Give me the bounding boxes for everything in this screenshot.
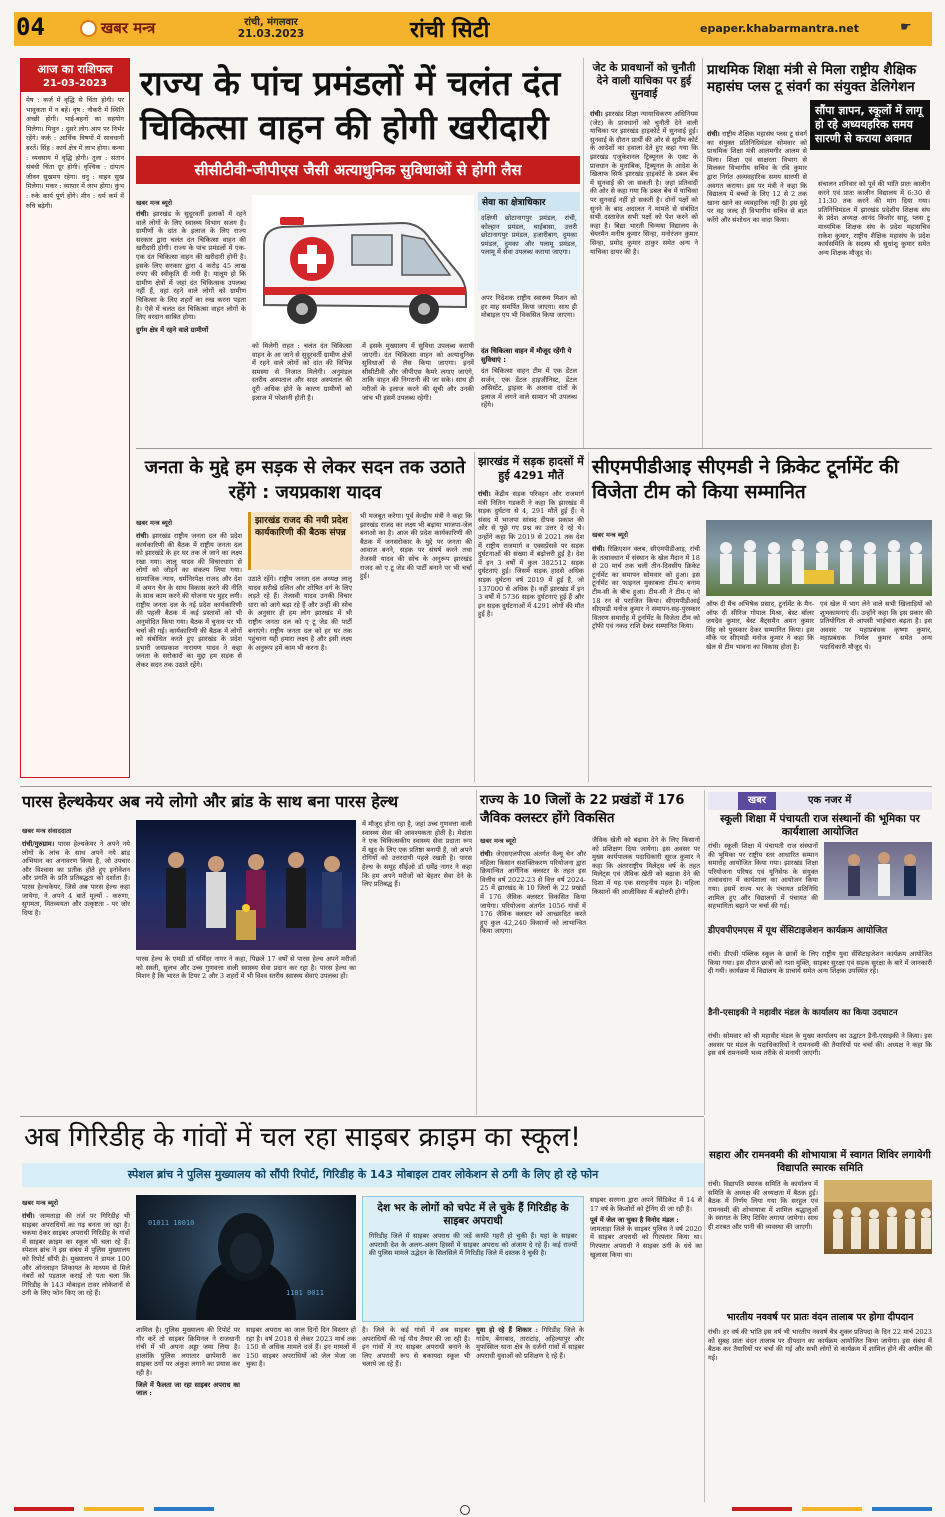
jaiprakash-body2 [248, 575, 352, 782]
cyber-text: जामताड़ा की तर्ज पर गिरिडीह भी साइबर अपराधियों का गढ़ बनता जा रहा है। चकमा देकर साइबर अपराधी गिरिडीह के गांवों में साइबर क्राइम का स्कूल भी चला रहे हैं। स्पेशल ब्रांच ने इस संबंध में पुलिस मुख्यालय को रिपोर्ट सौंपी है। मुख्यालय ने डायल 100 और ऑनलाइन शिकायत के माध्यम से मिले नंबरों को पड़ताल कराई तो पता चला कि गिरिडीह के 143 मोबाइल टावर लोकेशनों से ठगी के लिए फोन किए जा रहे हैं। [22, 1212, 130, 1298]
right-t4b [824, 1258, 932, 1308]
lead-subhead: सीसीटीवी-जीपीएस जैसी अत्याधुनिक सुविधाओं से होगी लैस [136, 156, 580, 184]
dental-van-illustration [252, 195, 474, 340]
prathmik-text: राष्ट्रीय शैक्षिक महासंघ प्लस टू संवर्ग का संयुक्त प्रतिनिधिमंडल सोमवार को प्राथमिक शिक्षा मंत्री आलमगीर आलम से मिला। शिक्षा एवं साक्षरता विभाग से मिलकर विभागीय सचिव के रवि कुमार द्वारा निर्गत अव्यवहारिक समय सारणी से अवगत कराया। इस पर मंत्री ने कहा कि विद्यालय में बच्चों के लिए 12 से 2 तक खाना खाने का व्यवहारिक नहीं है। इस मुद्दे पर वह जल्द ही विभागीय सचिव से बात करेंगे और संशोधन का वादा किया। [707, 130, 807, 224]
cricket-body2 [706, 600, 814, 783]
paras-byline: खबर मन्त्र संवाददाता [22, 827, 72, 835]
paras-body1 [22, 840, 130, 1110]
ek-najar-photo-figures [824, 842, 932, 900]
paras-body2 [136, 955, 356, 1110]
ek-najar-photo [824, 842, 932, 900]
lead-byline: खबर मन्त्र ब्यूरो [136, 199, 173, 207]
jaiprakash-text3: उठाते रहेंगे। राष्ट्रीय जनता दल अध्यक्ष लालू यादव सरीखे दलित और शोषित वर्ग के लिए लड़ते रहे हैं। तेजस्वी यादव उनकी विचार धारा को आगे बढ़ा रहे हैं और उन्हीं की सोच के अनुसार ही हम लोग झारखंड में भी राष्ट्रीय जनता दल को ए टू जेड की पार्टी बनाएंगे। राष्ट्रीय जनता दल को हर घर तक पहुंचाना यही हमारा लक्ष्य है और इसी लक्ष्य के अनुरूप हमें काम भी करना है। [248, 575, 352, 652]
jaiprakash-body1 [136, 532, 242, 782]
brand-logo-icon [80, 20, 97, 37]
paras-text: पारस हेल्थकेयर ने अपने नये लोगो के लांच के साथ अपने नये ब्रांड अभियान का अनावरण किया है, जो उपचार और विश्वास का प्रतीक होते हुए इनोवेशन और प्रगति के प्रति प्रतिबद्धता को दर्शाता है। पारस हेल्थकेयर, जिसे अब पारस हेल्थ कहा जायेगा, ने अपने 4 बातें मूल्यों - करुणा, सुगमता, मितव्ययता और उत्कृष्टता - पर जोर दिया है। [22, 840, 130, 917]
cyber-text7: जामताड़ा जिले के साइबर पुलिस ने वर्ष 2020 में साइबर अपराधी को गिरफ्तार किया था। गिरफ्तार अपराधी ने साइबर ठगी के धंधे का खुलासा किया था। [590, 1224, 702, 1259]
cricket-dateline: रांची। [592, 545, 605, 553]
paras-text3: में मौजूद होना रहा है, जहां उच्च गुणवत्ता वाली स्वास्थ्य सेवा की आवश्यकता होती है। मेदांता ने एक चिकित्सकीय स्वास्थ्य सेवा प्रदाता रूप में खुद के लिए एक प्रतिष्ठा बनायी है, जो अपने रोगियों को उत्तरदायी पहले रखती है। पारस हेल्थ के समूह सीईओ डॉ धर्मेंद्र नागर ने कहा कि हम अपने मरीजों को बेहतर सेवा देने के लिए प्रतिबद्ध हैं। [362, 820, 472, 889]
cricket-team-figures [706, 520, 932, 596]
lead-text2: को मिलेगी राहत : चलंत दंत चिकित्सा वाहन के आ जाने से सुदूरवर्ती ग्रामीण क्षेत्रों में रहने वाले लोगों को दांत की विभिन्न समस्या से निजात मिलेगी। अनुमंडल स्तरीय अस्पताल और सदर अस्पताल की दूरी अधिक होने के कारण ग्रामीणों को इलाज में परेशानी होती है। [252, 342, 352, 402]
jet-dateline: रांची। [590, 110, 603, 118]
jaivik-body1 [480, 850, 586, 1112]
jaiprakash-dateline: रांची। [136, 532, 149, 540]
cricket-headline: सीएमपीडीआइ सीएमडी ने क्रिकेट टूर्नामेंट की विजेता टीम को किया सम्मानित [592, 456, 899, 503]
cyber-subhead3: युवा हो रहे हैं शिकार : [476, 1326, 538, 1334]
cyber-text4: है। जिले के कई गांवों में अब साइबर अपराधियों की नई पौध तैयार की जा रही है। इन गांवों में नए साइबर अपराधी बनाने के लिए अपराधी रूप से बकायदा स्कूल भी चलाये जा रहे हैं। [362, 1326, 470, 1369]
cyber-body4 [362, 1326, 470, 1502]
service-box-text2: अपर निदेशक राष्ट्रीय स्वास्थ्य मिशन को हर माह समर्पित किया जाएगा। साथ ही मोबाइल एप भी विकसित किया जाएगा। [481, 294, 577, 320]
cyber-text6: साइबर सरगना द्वारा अपने सिंडिकेट में 14 से 17 वर्ष के किशोरों को ट्रेनिंग दी जा रही है। [590, 1196, 702, 1213]
prathmik-body2 [818, 180, 930, 445]
cricket-photo [706, 520, 932, 596]
header-date: 21.03.2023 [237, 28, 305, 40]
accidents-body [478, 490, 584, 782]
jaiprakash-text: झारखंड राष्ट्रीय जनता दल की प्रदेश कार्यकारिणी की बैठक में राष्ट्रीय जनता दल को झारखंडे के हर घर तक ले जाने का लक्ष्य रखा गया। लालू यादव की विचारधारा से लोगों को जोड़ने का संकल्प लिया गया। सामाजिक न्याय, धर्मनिरपेक्ष राजद और देश में अमन चैन के साथ विकास करने की नीति के साथ काम करने की योजना पर मुहर लगी। [136, 532, 242, 601]
cricket-byline: खबर मन्त्र ब्यूरो [592, 531, 629, 539]
cyber-text2: शामिल है। पुलिस मुख्यालय की रिपोर्ट पर गौर करें तो साइबर क्रिमिनल ने राजधानी रांची में भी अपना अड्डा जमा लिया है। हालांकि पुलिस लगातार छापेमारी कर साइबर ठगों पर अंकुश लगाने का प्रयास कर रही है। [136, 1326, 240, 1377]
jet-headline: जेट के प्रावधानों को चुनौती देने वाली याचिका पर हुई सुनवाई [592, 62, 696, 100]
cyber-headline: अब गिरिडीह के गांवों में चल रहा साइबर क्राइम का स्कूल! [24, 1122, 581, 1153]
jaivik-dateline: रांची। [480, 850, 493, 858]
cyber-body3 [246, 1326, 356, 1502]
prathmik-text2: संचालन शनिवार को पूर्व की भांति प्रातः कालीन करने एवं प्रातः कालीन विद्यालय में 6:30 से 11:30 तक करने की मांग दिया गया। प्रतिनिधिमंडल में झारखंड प्रदेशीय शिक्षक संघ के प्रदेश अध्यक्ष आनंद किशोर साहू, प्लस टू माध्यमिक शिक्षक संघ के प्रदेश महासचिव राकेश कुमार, राष्ट्रीय शैक्षिक महासंघ के प्रदेश कार्यसमिति के सदस्य श्री सुधांशु कुमार समेत अन्य शिक्षक मौजूद थे। [818, 180, 930, 257]
samiti-photo [824, 1180, 932, 1254]
paras-dateline: रांची/गुरुग्राम। [22, 840, 55, 848]
cursor-hand-icon: ☛ [900, 20, 912, 35]
right-h5: भारतीय नववर्ष पर प्रातः वंदन तालाब पर होगा दीपदान [726, 1312, 914, 1323]
cyber-body2 [136, 1326, 240, 1502]
accidents-headline: झारखंड में सड़क हादसों में हुई 4291 मौतें [478, 455, 584, 482]
ek-najar-banner [708, 792, 932, 810]
cyber-body6 [590, 1196, 702, 1502]
jet-text: झारखंड शिक्षा न्यायाधिकरण अधिनियम (जेट) के प्रावधानों को चुनौती देने वाली याचिका पर झारखंड हाइकोर्ट में सुनवाई हुई। सुनवाई के दौरान प्रार्थी की ओर से सुप्रीम कोर्ट के आदेशों का हवाला देते हुए कहा गया कि झारखंड एजुकेशनल ट्रिब्यूनल के एक्ट के प्रावधान के मुताबिक, ट्रिब्यूनल के आदेश के खिलाफ सिर्फ झारखंड हाइकोर्ट के डबल बेंच में सुनवाई की जा सकती है। जहां प्रतिवादी की ओर से कहा गया कि डबल बेंच में याचिका पर सुनवाई नहीं हो सकती है। दोनों पक्षों को सुनने के बाद अदालत ने मामले से संबंधित सभी दस्तावेज सभी पक्षों को पेश करने को कहा है। बिद्या भारती चिन्मया विद्यालय के चेयरमैन मनीष कुमार सिन्हा, मनोरंजन कुमार सिन्हा, प्रमोद कुमार ठाकुर समेत अन्य ने याचिका दायर की है। [590, 110, 698, 256]
jet-body [590, 110, 698, 445]
lead-dateline: रांची। [136, 210, 149, 218]
jaiprakash-box-title: झारखंड राजद की नयी प्रदेश कार्यकारिणी की बैठक संपन्न [255, 516, 348, 538]
prathmik-subhead: सौंपा ज्ञापन, स्कूलों में लागू हो रहे अध्ययहरिक समय सारणी से कराया अवगत [810, 100, 930, 150]
cyber-text3: साइबर अपराध का जाल दिनों दिन विस्तार हो रहा है। वर्ष 2018 से लेकर 2023 मार्च तक 150 से अधिक मामले दर्ज हैं। इन मामलों में 150 साइबर अपराधियों को जेल भेजा जा चुका है। [246, 1326, 356, 1369]
lead-body-col2 [252, 342, 352, 442]
cyber-text5: गिरिडीह जिले के गांडेय, बेंगाबाद, ताराटांड़, अहिल्यापुर और मुफस्सिल थाना क्षेत्र के दर्जनों गांवों में साइबर अपराधी युवाओं को प्रशिक्षण दे रहे हैं। [476, 1326, 584, 1360]
lead-text3: में इसके मुख्यालय में सुविधा उपलब्ध करायी जाएगी। दंत चिकित्सा वाहन को अत्याधुनिक सुविधाओं से लैस किया जाएगा। इनमें सीसीटीवी और जीपीएस कैमरे लगाए जाएंगे, ताकि वाहन की निगरानी की जा सके। साथ ही मरीजों के इलाज करने की सूची और उनकी जांच भी इसमें उपलब्ध रहेगी। [362, 342, 474, 402]
lead-subhead2: दुर्गम क्षेत्र में रहने वाले ग्रामीणों [136, 325, 209, 334]
rashifal-text: मेष : कर्ज में वृद्धि से चिंता होगी। पर भावुकता में न बहें। वृष : नौकरी में स्थिति अच्छी होगी। भाई-बहनों का सहयोग मिलेगा। मिथुन : दूसरे लोग आप पर निर्भर रहेंगे। कर्क : आर्थिक विषयों में सावधानी बरतें। सिंह : कार्य क्षेत्र में लाभ होगा। कन्या : व्यवसाय में वृद्धि होगी। तुला : संतान संबंधी चिंता दूर होगी। वृश्चिक : दांपत्य जीवन सुखमय रहेगा। धनु : वाहन सुख मिलेगा। मकर : व्यापार में लाभ होगा। कुंभ : रुके कार्य पूर्ण होंगे। मीन : धर्म कर्म में रुचि बढ़ेगी। [26, 96, 124, 210]
cricket-text: रिक्रिएशन क्लब, सीएमपीडीआइ, रांची के तत्वावधान में संस्थान के खेल मैदान में 18 से 20 मार्च तक चली तीन-दिवसीय क्रिकेट टूर्नामेंट का समापन सोमवार को हुआ। इस टूर्नामेंट का फाइनल मुकाबला टीम-ए बनाम टीम-सी के बीच हुआ। टीम-सी ने टीम-ए को 18 रन से पराजित किया। सीएमपीडीआई सीएमडी मनोज कुमार ने समापन-सह-पुरस्कार वितरण समारोह में टूर्नामेंट के विजेता टीम को ट्रॉफी एवं नकद राशि देकर सम्मानित किया। [592, 545, 700, 631]
jaivik-byline: खबर मन्त्र ब्यूरो [480, 837, 517, 845]
right-h4: सहारा और रामनवमी की शोभायात्रा में स्वागत शिविर लगायेगी विद्यापति स्मारक समिति [709, 1150, 931, 1174]
cricket-body1 [592, 545, 700, 783]
jaiprakash-byline: खबर मन्त्र ब्यूरो [136, 519, 173, 527]
page-number: 04 [16, 13, 45, 41]
jaivik-headline: राज्य के 10 जिलों के 22 प्रखंडों में 176 जैविक क्लस्टर होंगे विकसित [480, 793, 685, 826]
lead-text: झारखंड के सुदूरवर्ती इलाकों में रहने वाले लोगों के लिए स्वास्थ्य विभाग सजग है। ग्रामीणों के दांत के इलाज के लिए राज्य सरकार द्वारा चलंत दंत चिकित्सा वाहन की खरीदारी होगी। राज्य के पांच प्रमंडलों में एक-एक दंत चिकित्सा वाहन की खरीदारी होनी है। इसके लिए सरकार द्वारा 4 करोड़ 45 लाख रुपए की स्वीकृति दी गयी है। मालूम हो कि ग्रामीण क्षेत्रों में जहां दंत चिकित्सक उपलब्ध नहीं हैं, वहां रहने वाले लोगों को ग्रामीण चिकित्सा के लिए शहरों का रुख करना पड़ता है। ऐसे में चलंत दंत चिकित्सा वाहन लोगों के लिए वरदान साबित होगा। [136, 210, 246, 322]
ek-najar-h2: डीएवपीएमएस में यूथ सेंसिटाइजेशन कार्यक्रम आयोजित [708, 926, 888, 936]
jaivik-body2 [592, 836, 700, 1112]
service-box [478, 192, 580, 442]
rashifal-box [20, 58, 130, 778]
hacker-figure [136, 1195, 356, 1320]
header-weekday: रांची, मंगलवार [244, 17, 298, 28]
ek-najar-t2: रांची। डीएवी पब्लिक स्कूल के छात्रों के लिए राष्ट्रीय युवा सेंसिटाइजेशन कार्यक्रम आयोजित किया गया। इस दौरान छात्रों को नशा मुक्ति, साइबर सुरक्षा एवं सड़क सुरक्षा के बारे में जानकारी दी गयी। कार्यक्रम में विद्यालय के प्राचार्य समेत अन्य शिक्षक उपस्थित रहे। [708, 950, 932, 976]
ek-najar-h1: स्कूली शिक्षा में पंचायती राज संस्थानों की भूमिका पर कार्यशाला आयोजित [720, 813, 920, 838]
jaiprakash-headline: जनता के मुद्दे हम सड़क से लेकर सदन तक उठाते रहेंगे : जयप्रकाश यादव [144, 457, 466, 503]
cyber-subhead: स्पेशल ब्रांच ने पुलिस मुख्यालय को सौंपी रिपोर्ट, गिरिडीह के 143 मोबाइल टावर लोकेशन से ठगी के लिए हो रहे फोन [22, 1163, 704, 1187]
jaiprakash-text4: भी मजबूत करेगा। पूर्व केन्द्रीय मंत्री ने कहा कि झारखंड राजद का लक्ष्य भी बढ़ाया भाजपा-जेल बनाओ का है। आज की प्रदेश कार्यकारिणी की बैठक में जनसरोकार के मुद्दे पर जनता की आवाज बनने, सड़क पर संघर्ष करने तथा तेजस्वी यादव की सोच के अनुरूप झारखंड राजद को ए टू जेड की पार्टी बनाने पर भी चर्चा हुई। [360, 512, 472, 581]
paras-event-photo [136, 820, 356, 950]
svg-text:1101 0011: 1101 0011 [286, 1289, 324, 1297]
ek-najar-h3: डैनी-एसाइकी ने महावीर मंडल के कार्यालय का किया उदघाटन [708, 1008, 898, 1018]
cyber-box-text: गिरिडीह जिले में साइबर अपराध की जड़ें काफी गहरी हो चुकी हैं। यहां के साइबर अपराधी देश के अलग-अलग हिस्सों में साइबर अपराध को अंजाम दे रहे हैं। कई राज्यों की पुलिस मामले उद्भेदन के सिलसिले में गिरिडीह जिले में दस्तक दे चुकी है। [369, 1232, 577, 1258]
accidents-text: केंद्रीय सड़क परिवहन और राजमार्ग मंत्री नितिन गडकरी ने कहा कि झारखंड में सड़क दुर्घटना से 4, 291 मौतें हुई हैं। वे संसद में भाजपा सांसद दीपक प्रकाश की ओर से पूछे गए प्रश्न का उत्तर दे रहे थे। उन्होंने कहा कि 2019 से 2021 तक देश में राष्ट्रीय राजमार्ग व एक्सप्रेसवे पर सड़क दुर्घटनाओं की संख्या में बढ़ोत्तरी हुई है। देश में इन 3 वर्षों में कुल 382512 सड़क दुर्घटनाएं हुई। जिसमें सड़क हादसे अधिक सड़क दुर्घटना वर्ष 2019 में हुई है, जो 137000 से अधिक है। वहीं झारखंड में इन 3 वर्षों में 5736 सड़क दुर्घटनाएं हुई हैं और इन सड़क दुर्घटनाओं में 4291 लोगों की मौत हुई है। [478, 490, 584, 619]
rashifal-title: आज का राशिफल [21, 59, 129, 78]
prathmik-dateline: रांची। [707, 130, 720, 138]
paras-body3 [362, 820, 472, 1110]
accidents-dateline: रांची। [478, 490, 491, 498]
jaivik-text: जेएसएलपीएस अंतर्गत वैल्यू चेन और महिला किसान सशक्तिकरण परियोजना द्वारा क्रियान्वित आर्गेनिक क्लस्टर के तहत इस वित्तीय वर्ष 2022-23 से वित्त वर्ष 2024-25 में झारखंड के 10 जिलों के 22 प्रखंडों में 176 जैविक क्लस्टर विकसित किया जायेगा। परियोजना अंतर्गत 1056 गांवों में 176 जैविक क्लस्टर को आच्छादित करते हुए कुल 42,240 किसानों को लाभान्वित किया जाएगा। [480, 850, 586, 936]
ambulance-svg [252, 195, 474, 340]
cricket-text3: एवं खेल में भाग लेने वाले सभी खिलाड़ियों को शुभकामनाएं दीं। उन्होंने कहा कि इस प्रकार की प्रतियोगिता से आपसी भाईचारा बढ़ता है। इस अवसर पर महाप्रबंधक कृष्णा कुमार, महाप्रबंधक निर्मल कुमार समेत अन्य पदाधिकारी मौजूद थे। [820, 600, 932, 651]
ek-najar-label-b: एक नजर में [808, 795, 852, 806]
cyber-box-title: देश भर के लोगों को चपेट में ले चुके हैं गिरिडीह के साइबर अपराधी [377, 1202, 569, 1227]
website-url: epaper.khabarmantra.net [700, 22, 859, 35]
service-box-text: दक्षिणी छोटानागपुर प्रमंडल, रांची, कोल्हान प्रमंडल, चाईबासा, उत्तरी छोटानागपुर प्रमंडल, हजारीबाग, दुमका प्रमंडल, दुमका और पलामू प्रमंडल, पलामू में सेवा उपलब्ध कराया जाएगा। [478, 211, 580, 291]
cyber-byline: खबर मन्त्र ब्यूरो [22, 1199, 59, 1207]
lead-body-col3 [362, 342, 474, 442]
lead-body [136, 210, 246, 442]
samiti-photo-figures [824, 1180, 932, 1254]
jaiprakash-body3 [360, 512, 472, 782]
right-t5: रांची। हर वर्ष की भांति इस वर्ष भी भारतीय नववर्ष चैत्र शुक्ल प्रतिपदा के दिन 22 मार्च 2023 को सुबह प्रातः वंदन तालाब पर दीपदान का कार्यक्रम आयोजित किया जायेगा। इस संबंध में बैठक कर तैयारियों पर चर्चा की गई और सभी लोगों से कार्यक्रम में शामिल होने की अपील की गई। [708, 1328, 932, 1362]
cyber-subhead2: जिले में फैलता जा रहा साइबर अपराध का जाल : [136, 1380, 240, 1398]
service-box-sub: दंत चिकित्सा वाहन में मौजूद रहेंगी ये सुविधाएं : [481, 347, 572, 364]
cricket-text2: ऑफ दी मैच अभिषेक प्रसाद, टूर्नामेंट के मैन-ऑफ दी सीरिज गोपाल मिश्रा, बेस्ट बॉलर जयदेव कुमार, बेस्ट बैट्समैन अमन कुमार सिंह को पुरस्कार देकर सम्मानित किया। इस मौके पर सीएमडी मनोज कुमार ने कहा कि खेल से टीम भावना का विकास होता है। [706, 600, 814, 651]
paras-headline: पारस हेल्थकेयर अब नये लोगो और ब्रांड के साथ बना पारस हेल्थ [22, 792, 399, 811]
lead-headline: राज्य के पांच प्रमंडलों में चलंत दंत चिकित्सा वाहन की होगी खरीदारी [140, 64, 561, 148]
ek-najar-label-a: खबर [738, 792, 776, 810]
cyber-dateline: रांची। [22, 1212, 35, 1220]
right-t4: रांची। विद्यापति स्मारक समिति के कार्यालय में समिति के अध्यक्ष की अध्यक्षता में बैठक हुई। बैठक में निर्णय लिया गया कि सरहुल एवं रामनवमी की शोभायात्रा में शामिल श्रद्धालुओं के स्वागत के लिए शिविर लगाया जायेगा। साथ ही शरबत और पानी की व्यवस्था की जाएगी। [708, 1180, 818, 1231]
prathmik-headline: प्राथमिक शिक्षा मंत्री से मिला राष्ट्रीय शैक्षिक महासंघ प्लस टू संवर्ग का संयुक्त डेलिगेशन [707, 62, 917, 95]
cricket-body3 [820, 600, 932, 783]
section-title: रांची सिटी [410, 18, 490, 43]
prathmik-body [707, 130, 807, 445]
cyber-body1 [22, 1212, 130, 1502]
footer-bar [14, 1505, 932, 1513]
jaiprakash-box [248, 512, 352, 570]
rashifal-date: 21-03-2023 [21, 78, 129, 92]
svg-text:01011 10010: 01011 10010 [148, 1219, 195, 1227]
jaivik-text2: जैविक खेती को बढ़ावा देने के लिए किसानों को प्रशिक्षण दिया जायेगा। इस अवसर पर मुख्य कार्यपालक पदाधिकारी सूरज कुमार ने कहा कि अंतरराष्ट्रीय मिलेट्स वर्ष के तहत मिलेट्स एवं जैविक खेती को बढ़ावा देने की दिशा में यह एक सराहनीय पहल है। महिला किसानों की आजीविका में बढ़ोत्तरी होगी। [592, 836, 700, 896]
cyber-subhead4: पूर्व में जेल जा चुका है विनोद मंडल : [590, 1216, 679, 1225]
paras-text2: पारस हेल्थ के एमडी डॉ धर्मिंदर नागर ने कहा, पिछले 17 वर्षों से पारस हेल्थ अपने मरीजों को सस्ती, सुलभ और उच्च गुणवत्ता वाली स्वास्थ्य सेवा प्रदान कर रहा है। पारस हेल्थ का मिशन है कि भारत के टियर 2 और 3 शहरों में भी विश्व स्तरीय स्वास्थ्य सेवाएं उपलब्ध हों। [136, 955, 356, 981]
ek-najar-t3: रांची। सोमवार को श्री महावीर मंडल के मुख्य कार्यालय का उद्घाटन डैनी-एसाइकी ने किया। इस अवसर पर मंडल के पदाधिकारियों ने रामनवमी की तैयारियों पर चर्चा की। अध्यक्ष ने कहा कि इस वर्ष रामनवमी भव्य तरीके से मनायी जाएगी। [708, 1032, 932, 1058]
ek-najar-t1: रांची। स्कूली शिक्षा में पंचायती राज संस्थानों की भूमिका पर राष्ट्रीय स्तर आधारित सम्मान समारोह आयोजित किया गया। झारखंड शिक्षा परियोजना परिषद एवं यूनिसेफ के संयुक्त तत्वावधान में कार्यशाला का आयोजन किया गया। इसमें राज्य भर के पंचायत प्रतिनिधि शामिल हुए और विद्यालयों में पंचायत की सहभागिता बढ़ाने पर चर्चा की गई। [708, 842, 818, 911]
service-box-title: सेवा का क्षेत्राधिकार [478, 192, 580, 211]
header-city-date [226, 14, 316, 40]
brand-name: खबर मन्त्र [101, 19, 156, 37]
hacker-photo [136, 1195, 356, 1320]
service-box-text3: दंत चिकित्सा वाहन टीम में एक डेंटल सर्जन, एक डेंटल हाइजीनिस्ट, डेंटल असिस्टेंट, ड्राइवर के अलावा दांतों के इलाज में लगने वाले सामान भी उपलब्ध रहेंगे। [481, 367, 577, 410]
paras-stage-figures [136, 820, 356, 950]
cyber-box [362, 1196, 584, 1322]
cyber-body5 [476, 1326, 584, 1502]
jaiprakash-text2: राष्ट्रीय जनता दल के नई प्रदेश कार्यकारिणी की पहली बैठक में कई प्रस्तावों को भी अनुमोदित किया गया। बैठक में चुनाव पर भी चर्चा की गई। कार्यकारिणी की बैठक में लोगों को संबोधित करते हुए झारखंड के प्रदेश प्रभारी जयप्रकाश नारायण यादव ने कहा जनता के सरोकारों का मुद्दा हम सड़क से लेकर सदन तक उठाते रहेंगे। [136, 600, 242, 669]
ek-najar-t1b [824, 902, 932, 924]
registration-mark-icon [460, 1505, 470, 1515]
